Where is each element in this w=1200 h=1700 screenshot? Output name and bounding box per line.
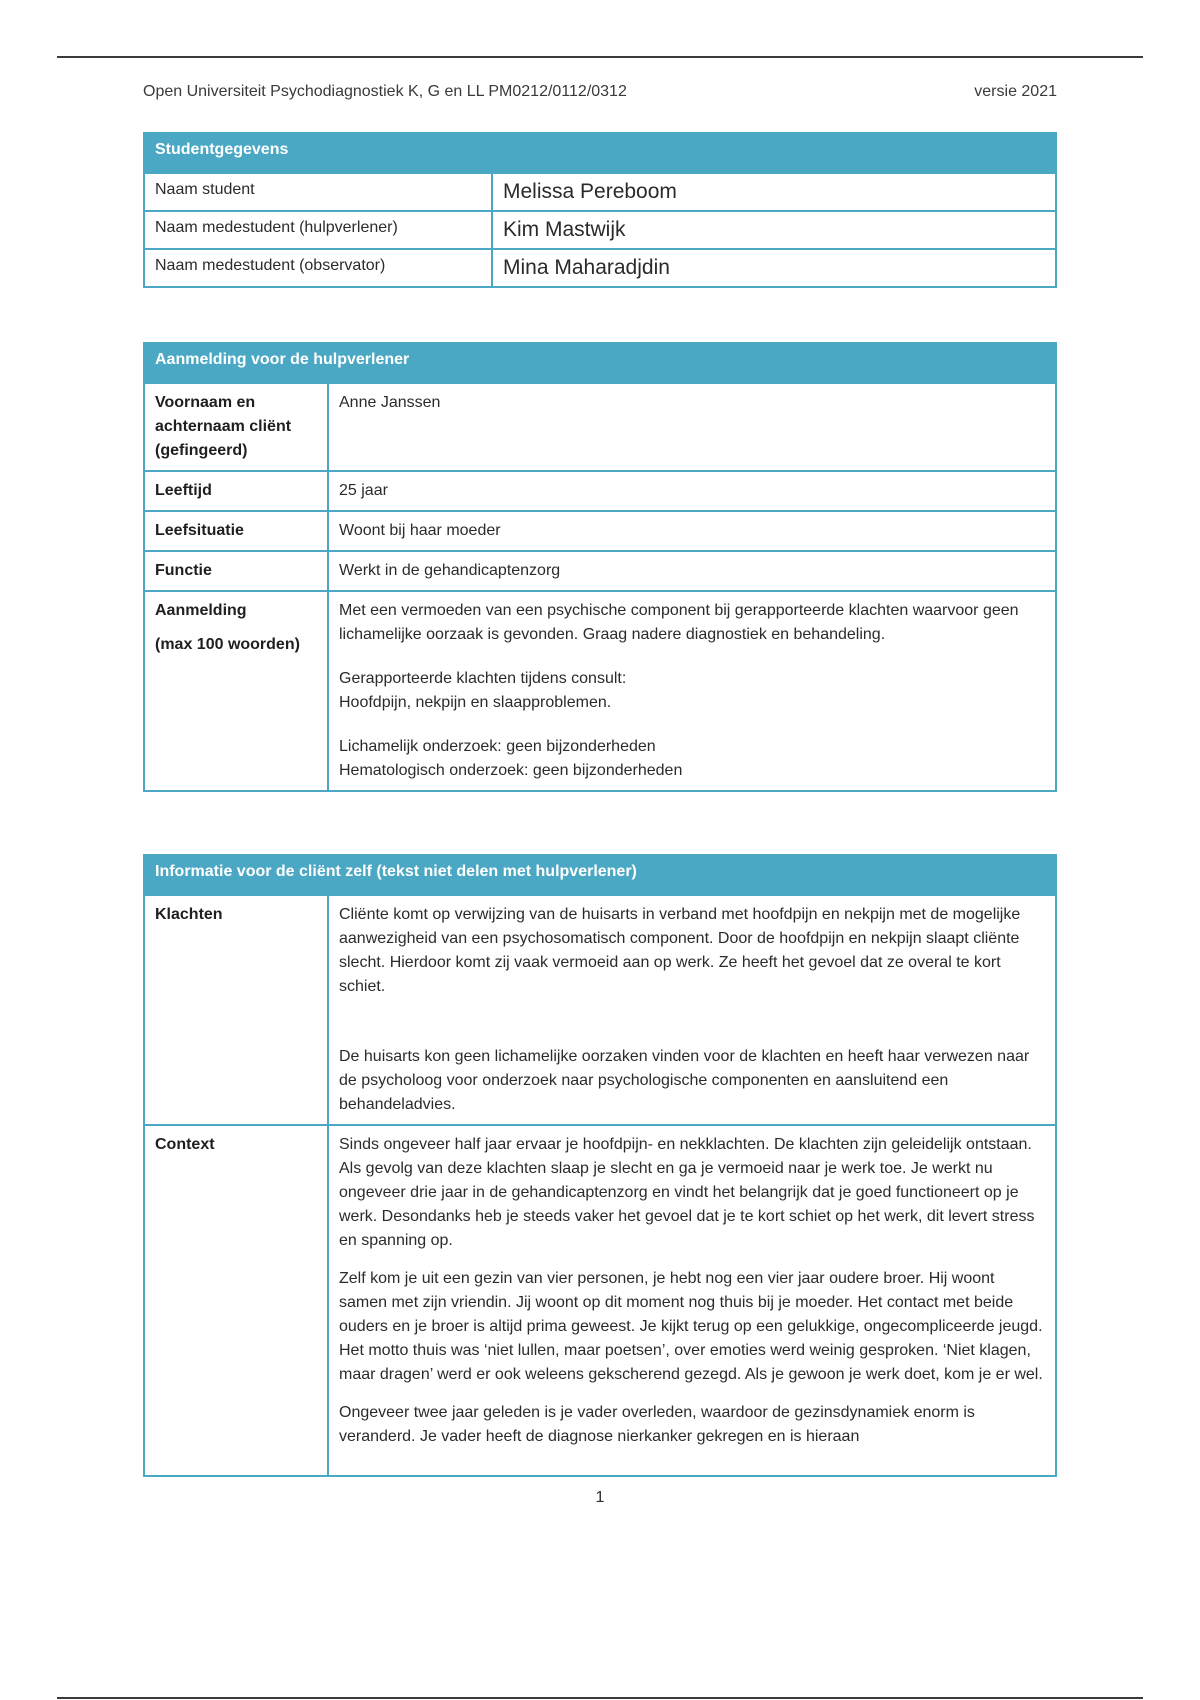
bottom-rule [57, 1697, 1143, 1699]
klachten-spacer [339, 999, 1045, 1045]
table-row [144, 511, 1056, 551]
top-rule [57, 56, 1143, 58]
student-table-heading-empty [492, 133, 1056, 173]
context-paragraph: Sinds ongeveer half jaar ervaar je hoofdpijn- en nekklachten. De klachten zijn geleidelijk ontstaan. Als gevolg van deze klachten slaap je slecht en ga je vermoeid naar je werk toe. Je werkt nu ongeveer drie jaar in de gehandicaptenzorg en vindt het belangrijk dat je goed functioneert op je werk. Desondanks heb je steeds vaker het gevoel dat je te kort schiet op het werk, dit levert stress en spanning op. [339, 1136, 1035, 1249]
student-table-heading: Studentgegevens [144, 133, 492, 173]
client-info-table [143, 854, 1057, 1477]
client-name-value: Anne Janssen [328, 383, 1056, 471]
observer-name-value: Mina Maharadjdin [492, 249, 1056, 287]
context-text-cell [328, 1125, 1056, 1476]
helper-name-value: Kim Mastwijk [492, 211, 1056, 249]
page-number: 1 [595, 1489, 605, 1506]
client-info-table-header [144, 855, 1056, 895]
table-row [144, 211, 1056, 249]
table-row [144, 591, 1056, 791]
aanmelding-label-cell [144, 591, 328, 791]
age-label: Leeftijd [144, 471, 328, 511]
table-row [144, 1125, 1056, 1476]
student-table-header [144, 133, 1056, 173]
table-row [144, 383, 1056, 471]
aanmelding-label: Aanmelding [155, 602, 247, 619]
header-course-text: Open Universiteit Psychodiagnostiek K, G en LL PM0212/0112/0312 [143, 83, 627, 100]
client-info-table-heading: Informatie voor de cliënt zelf (tekst niet delen met hulpverlener) [144, 855, 1056, 895]
helper-name-label: Naam medestudent (hulpverlener) [144, 211, 492, 249]
aanmelding-table [143, 342, 1057, 792]
student-table [143, 132, 1057, 288]
function-value: Werkt in de gehandicaptenzorg [328, 551, 1056, 591]
context-label: Context [144, 1125, 328, 1476]
hematology-exam-text: Hematologisch onderzoek: geen bijzonderheden [339, 762, 683, 779]
aanmelding-sublabel: (max 100 woorden) [155, 636, 300, 653]
complaints-heading: Gerapporteerde klachten tijdens consult: [339, 670, 627, 687]
aanmelding-paragraph: Met een vermoeden van een psychische component bij gerapporteerde klachten waarvoor geen lichamelijke oorzaak is gevonden. Graag nadere diagnostiek en behandeling. [339, 602, 1019, 643]
klachten-text-cell [328, 895, 1056, 1125]
table-row [144, 249, 1056, 287]
student-name-label: Naam student [144, 173, 492, 211]
observer-name-label: Naam medestudent (observator) [144, 249, 492, 287]
aanmelding-complaints-paragraph [339, 667, 1045, 715]
context-family-paragraph: Zelf kom je uit een gezin van vier personen, je hebt nog een vier jaar oudere broer. Hij woont samen met zijn vriendin. Jij woont op dit moment nog thuis bij je moeder. Het contact met beide ouders en je broer is altijd prima geweest. Je kijkt terug op een gelukkige, ongecompliceerde jeugd. Het motto thuis was ‘niet lullen, maar poetsen’, over emoties werd weinig gesproken. ‘Niet klagen, maar dragen’ werd er ook weleens gekscherend gezegd. Als je gewoon je werk doet, kom je er wel. [339, 1270, 1043, 1383]
context-father-paragraph: Ongeveer twee jaar geleden is je vader overleden, waardoor de gezinsdynamiek enorm is veranderd. Je vader heeft de diagnose nierkanker gekregen en is hieraan [339, 1404, 975, 1445]
aanmelding-table-heading: Aanmelding voor de hulpverlener [144, 343, 1056, 383]
living-situation-label: Leefsituatie [144, 511, 328, 551]
klachten-label: Klachten [144, 895, 328, 1125]
table-row [144, 173, 1056, 211]
header-version-text: versie 2021 [974, 83, 1057, 100]
physical-exam-text: Lichamelijk onderzoek: geen bijzonderheden [339, 738, 656, 755]
client-name-label: Voornaam en achternaam cliënt (gefingeerd) [144, 383, 328, 471]
aanmelding-table-header [144, 343, 1056, 383]
function-label: Functie [144, 551, 328, 591]
student-name-value: Melissa Pereboom [492, 173, 1056, 211]
aanmelding-text-cell [328, 591, 1056, 791]
klachten-referral-paragraph: De huisarts kon geen lichamelijke oorzaken vinden voor de klachten en heeft haar verwezen naar de psycholoog voor onderzoek naar psychologische componenten en aansluitend een behandeladvies. [339, 1048, 1030, 1113]
table-row [144, 551, 1056, 591]
age-value: 25 jaar [328, 471, 1056, 511]
table-row [144, 471, 1056, 511]
aanmelding-exam-paragraph [339, 735, 1045, 783]
context-text [339, 1133, 1045, 1475]
complaints-list: Hoofdpijn, nekpijn en slaapproblemen. [339, 694, 612, 711]
klachten-paragraph: Cliënte komt op verwijzing van de huisarts in verband met hoofdpijn en nekpijn met de mogelijke aanwezigheid van een psychosomatisch component. Door de hoofdpijn en nekpijn slaapt cliënte slecht. Hierdoor komt zij vaak vermoeid aan op werk. Ze heeft het gevoel dat ze overal te kort schiet. [339, 906, 1021, 995]
table-row [144, 895, 1056, 1125]
living-situation-value: Woont bij haar moeder [328, 511, 1056, 551]
